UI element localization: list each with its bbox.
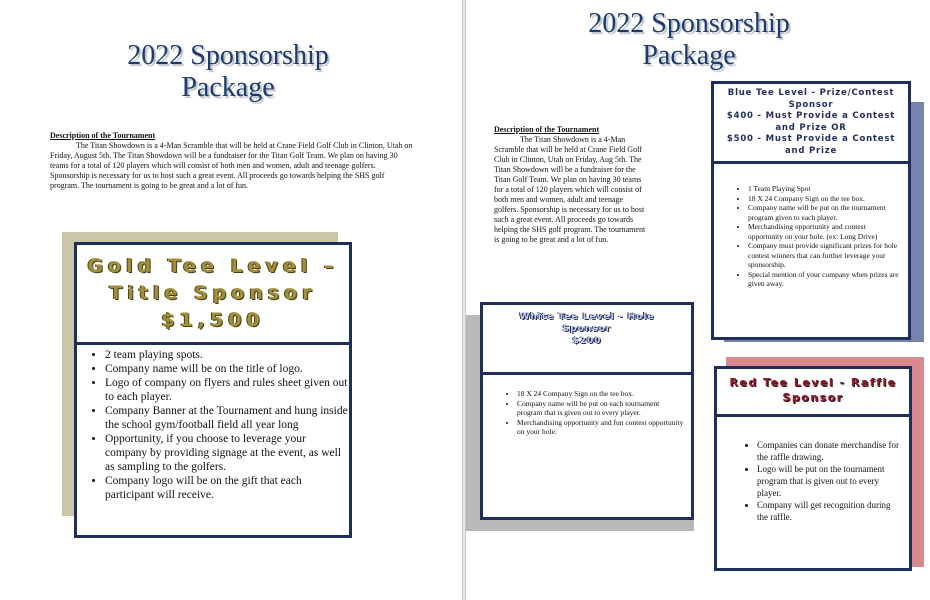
description-text: The Titan Showdown is a 4-Man Scramble that will be held at Crane Field Golf Club in Clinton, Utah on Friday, Aug 5th. The Titan Showdown will be a fundraiser for the Titan Golf Team. We plan on having 30 teams for a total of 120 players which will consist of both men and women, adult and teenage golfers. Sponsorship is necessary for us to host such a great event. All proceeds go towards helping the SHS golf program. The tournament is going to be great and a lot of fun. [494,135,646,244]
red-benefit-list [717,439,909,523]
blue-title-line: and Prize [784,145,838,156]
gold-title-line: Title Sponsor [109,282,317,304]
white-price: $200 [572,336,602,346]
title-line: Package [642,40,736,71]
blue-tee-header [714,84,908,164]
white-benefit-list [483,389,691,437]
red-title-line: Sponsor [782,391,844,404]
blue-title-line: $400 - Must Provide a Contest [726,111,896,121]
list-item: • Special mention of your company when prizes are given away. [748,270,902,289]
list-item: • 2 team playing spots. [105,348,349,362]
list-item: • Merchandising opportunity and fun contest opportunity on your hole. [517,418,685,437]
red-tee-header [717,369,909,417]
list-item: • 18 X 24 Company Sign on the tee box. [748,194,902,204]
white-title-line: White Tee Level - Hole [519,312,655,322]
white-title-line: Sponsor [562,324,612,334]
blue-title-line: Sponsor [788,99,834,110]
description-heading: Description of the Tournament [50,131,156,140]
list-item: • 18 X 24 Company Sign on the tee box. [517,389,685,399]
red-tee-benefits [717,417,909,568]
description-heading: Description of the Tournament [494,125,600,134]
list-item: • Merchandising opportunity and contest opportunity on your hole. (ex: Long Drive) [748,222,902,241]
blue-title-line: and Prize OR [775,122,847,133]
tournament-description [50,131,414,191]
tournament-description [494,125,646,245]
white-tee-header [483,305,691,375]
title-line: Package [181,72,275,103]
page-title [554,8,824,72]
blue-title-line: Blue Tee Level - Prize/Contest [727,88,895,98]
white-tee-box [480,302,694,520]
blue-tee-benefits [714,164,908,337]
list-item: • Logo of company on flyers and rules sheet given out to each player. [105,376,349,404]
list-item: • Company will get recognition during the raffle. [757,499,901,523]
left-page [0,0,462,600]
gold-price: $1,500 [161,309,265,331]
list-item: • 1 Team Playing Spot [748,184,902,194]
list-item: • Companies can donate merchandise for the raffle drawing. [757,439,901,463]
blue-title-line: $500 - Must Provide a Contest [726,134,896,144]
list-item: • Logo will be put on the tournament program that is given out to every player. [757,463,901,499]
red-tee-box [714,366,912,571]
blue-benefit-list [714,184,908,289]
blue-tee-box [711,81,911,340]
title-line: 2022 Sponsorship [127,40,329,71]
gold-benefit-list [77,348,349,502]
title-line: 2022 Sponsorship [588,8,790,39]
gold-tee-header [77,245,349,345]
gold-tee-box [74,242,352,538]
list-item: • Company name will be on the title of logo. [105,362,349,376]
list-item: • Opportunity, if you choose to leverage your company by providing signage at the event, as well as sampling to the golfers. [105,432,349,474]
description-text: The Titan Showdown is a 4-Man Scramble that will be held at Crane Field Golf Club in Clinton, Utah on Friday, August 5th. The Titan Showdown will be a fundraiser for the Titan Golf Team. We plan on having 30 teams for a total of 120 players which will consist of both men and women, adult and teenage golfers. Sponsorship is necessary for us to host such a great event. All proceeds go towards helping the SHS golf program. The tournament is going to be great and a lot of fun. [50,141,413,190]
white-tee-benefits [483,375,691,517]
list-item: • Company must provide significant prizes for hole contest winners that can further leverage your sponsorship. [748,241,902,270]
gold-tee-benefits [77,345,349,535]
page-title [108,40,348,104]
list-item: • Company Banner at the Tournament and hung inside the school gym/football field all year long [105,404,349,432]
red-title-line: Red Tee Level - Raffle [729,376,897,389]
list-item: • Company name will be put on each tournament program that is given out to every player. [517,399,685,418]
list-item: • Company logo will be on the gift that each participant will receive. [105,474,349,502]
right-page [466,0,930,600]
list-item: • Company name will be put on the tournament program given to each player. [748,203,902,222]
gold-title-line: Gold Tee Level – [87,255,339,277]
